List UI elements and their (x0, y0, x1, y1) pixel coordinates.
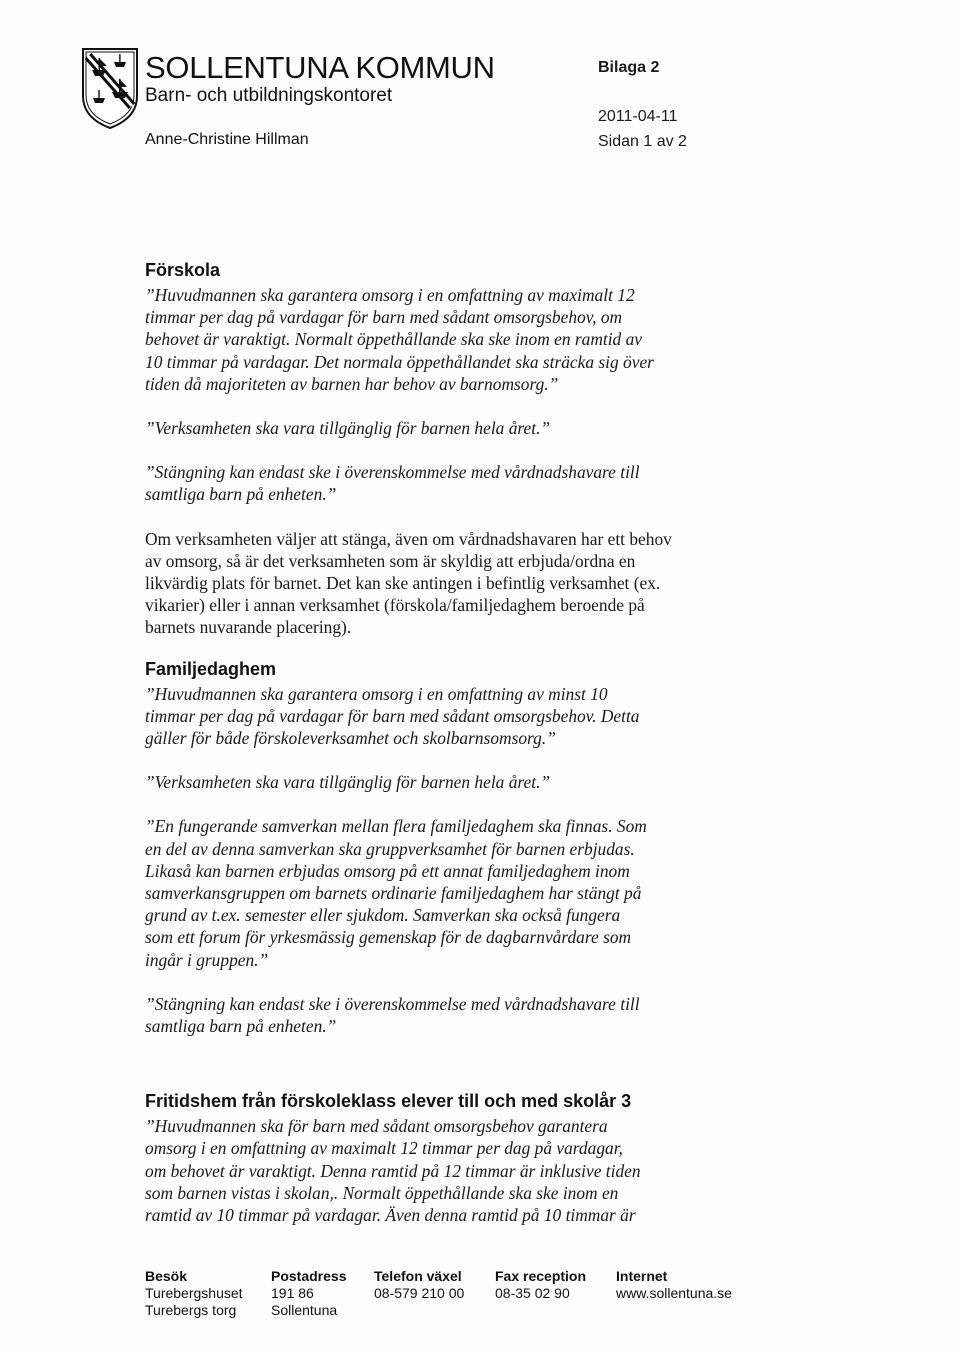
footer-fax-value: 08-35 02 90 (495, 1285, 570, 1301)
footer-phone (374, 1268, 464, 1302)
page-number: Sidan 1 av 2 (598, 133, 687, 150)
section-heading-familjedaghem: Familjedaghem (145, 658, 277, 679)
quote-paragraph: ”Verksamheten ska vara tillgänglig för barnen hela året.” (145, 772, 551, 793)
quote-paragraph: ”Huvudmannen ska garantera omsorg i en omfattning av maximalt 12 timmar per dag på vardagar för barn med sådant omsorgsbehov, om behovet är varaktigt. Normalt öppethållande ska ske inom en ramtid av 10 timmar på vardagar. Det normala öppethållandet ska sträcka sig över tiden då majoriteten av barnen har behov av barnomsorg.” (145, 285, 654, 394)
footer-visit-line1: Turebergshuset (145, 1285, 243, 1301)
footer-phone-value: 08-579 210 00 (374, 1285, 465, 1301)
footer-phone-label: Telefon växel (374, 1268, 462, 1284)
footer-postal-line2: Sollentuna (271, 1302, 338, 1318)
document-body (145, 258, 755, 1226)
section-forskola (145, 258, 755, 639)
footer-internet-label: Internet (616, 1268, 668, 1284)
body-paragraph: Om verksamheten väljer att stänga, även om vårdnadshavaren har ett behov av omsorg, så är det verksamheten som är skyldig att erbjuda/ordna en likvärdig plats för barnet. Det kan ske antingen i befintlig verksamhet (ex. vikarier) eller i annan verksamhet (förskola/familjedaghem beroende på barnets nuvarande placering). (145, 528, 672, 638)
section-familjedaghem (145, 657, 755, 1038)
quote-paragraph: ”Verksamheten ska vara tillgänglig för barnen hela året.” (145, 418, 551, 439)
section-heading-fritidshem: Fritidshem från förskoleklass elever till och med skolår 3 (145, 1091, 632, 1112)
municipal-crest-icon (80, 46, 140, 130)
footer-website-link[interactable]: www.sollentuna.se (616, 1285, 732, 1301)
quote-paragraph: ”Stängning kan endast ske i överenskommelse med vårdnadshavare till samtliga barn på enheten.” (145, 993, 640, 1037)
footer-visit-line2: Turebergs torg (145, 1302, 237, 1318)
footer-internet (616, 1268, 732, 1302)
quote-paragraph: ”Huvudmannen ska garantera omsorg i en omfattning av minst 10 timmar per dag på vardagar för barn med sådant omsorgsbehov. Detta gäller för både förskoleverksamhet och skolbarnsomsorg.” (145, 683, 640, 749)
quote-paragraph: ”Stängning kan endast ske i överenskommelse med vårdnadshavare till samtliga barn på enheten.” (145, 462, 640, 505)
footer-postal-line1: 191 86 (271, 1285, 314, 1301)
footer-postal-label: Postadress (271, 1268, 347, 1284)
quote-paragraph: ”Huvudmannen ska för barn med sådant omsorgsbehov garantera omsorg i en omfattning av maximalt 12 timmar per dag på vardagar, om behovet är varaktigt. Denna ramtid på 12 timmar är inklusive tiden som barnen vistas i skolan,. Normalt öppethållande ska ske inom en ramtid av 10 timmar på vardagar. Även denna ramtid på 10 timmar är (145, 1116, 641, 1226)
author-name: Anne-Christine Hillman (145, 131, 309, 148)
footer-postal (271, 1268, 346, 1319)
footer-visit-label: Besök (145, 1268, 188, 1284)
footer-fax-label: Fax reception (495, 1268, 587, 1284)
document-date: 2011-04-11 (598, 108, 678, 125)
quote-paragraph: ”En fungerande samverkan mellan flera familjedaghem ska finnas. Som en del av denna samverkan ska gruppverksamhet för barnen erbjudas. Likaså kan barnen erbjudas omsorg på ett annat familjedaghem inom samverkansgruppen om barnets ordinarie familjedaghem har stängt på grund av t.ex. semester eller sjukdom. Samverkan ska också fungera som ett forum för yrkesmässig gemenskap för de dagbarnvårdare som ingår i gruppen.” (145, 816, 647, 970)
section-fritidshem (145, 1089, 755, 1226)
organization-name: SOLLENTUNA KOMMUN (145, 50, 495, 85)
attachment-label: Bilaga 2 (598, 59, 660, 76)
section-heading-forskola: Förskola (145, 260, 221, 280)
footer-visit (145, 1268, 243, 1319)
department-name: Barn- och utbildningskontoret (145, 85, 393, 106)
footer-fax (495, 1268, 586, 1302)
